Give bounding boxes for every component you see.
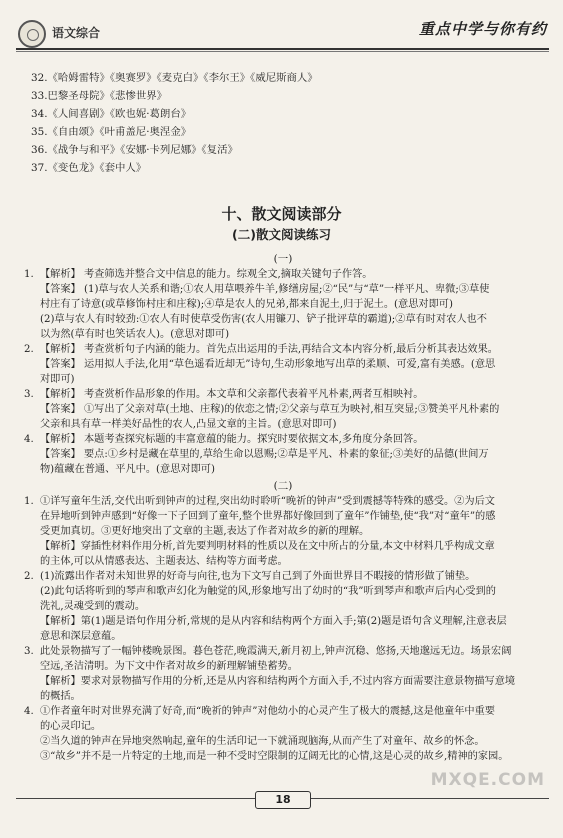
answer-line: (2)草与农人有时较劲:①农人有时使草受伤害(农人用镰刀、铲子批评草的霸道);②草有时对农人也不 (40, 314, 487, 325)
answer-item (24, 432, 542, 477)
answer-line: 【解析】 考查赏析作品形象的作用。本文草和父亲都代表着平凡朴素,两者互相映衬。 (40, 389, 424, 400)
answer-body (40, 432, 542, 477)
answer-item (24, 494, 542, 569)
question-number: 1. (24, 496, 34, 507)
reading-list-item: 37.《变色龙》《套中人》 (31, 162, 147, 174)
answer-line: 物)蕴藏在普通、平凡中。(意思对即可) (40, 464, 215, 475)
answer-line: 【解析】 考查赏析句子内涵的能力。首先点出运用的手法,再结合文本内容分析,最后分析其表达效果。 (40, 344, 498, 355)
answer-line: ①作者童年时对世界充满了好奇,而“晚祈的钟声”对他幼小的心灵产生了极大的震撼,这是他童年中重要 (40, 706, 495, 717)
answer-line: 意思和深层意蕴。 (40, 631, 122, 642)
reading-list-item: 32.《哈姆雷特》《奥赛罗》《麦克白》《李尔王》《威尼斯商人》 (31, 72, 318, 84)
answer-body (40, 342, 542, 387)
answer-line: (1)流露出作者对未知世界的好奇与向往,也为下文写自己到了外面世界目不暇接的情形做了铺垫。 (40, 571, 476, 582)
answer-line: 【解析】要求对景物描写作用的分析,还是从内容和结构两个方面入手,不过内容方面需要注意景物描写意境 (40, 676, 516, 687)
question-number: 2. (24, 571, 34, 582)
question-number: 1. (24, 269, 34, 280)
section-subtitle: (二)散文阅读练习 (232, 227, 331, 242)
answer-line: 的主体,可以从情感表达、主题表达、结构等方面考虑。 (40, 556, 288, 567)
subject-label: 语文综合 (52, 26, 101, 40)
reading-list-item: 34.《人间喜剧》《欧也妮·葛朗台》 (31, 108, 192, 120)
answer-body (40, 387, 542, 432)
header-divider-thin (16, 51, 549, 52)
reading-list-item: 35.《自由颂》《叶甫盖尼·奥涅金》 (31, 126, 192, 138)
question-number: 4. (24, 706, 34, 717)
answer-line: 洗礼,灵魂受到的震动。 (40, 601, 146, 612)
answer-line: 【答案】 运用拟人手法,化用“草色遥看近却无”诗句,生动形象地写出草的柔顺、可爱,富有美感。(意思 (40, 359, 496, 370)
answer-body (40, 704, 542, 764)
answer-line: 【解析】 本题考查探究标题的丰富意蕴的能力。探究时要依据文本,多角度分条回答。 (40, 434, 424, 445)
school-logo-icon (18, 20, 46, 48)
answer-item (24, 569, 542, 644)
question-number: 3. (24, 646, 34, 657)
answer-body (40, 569, 542, 644)
brand-slogan: 重点中学与你有约 (418, 20, 547, 38)
answer-line: 【解析】 考查筛选并整合文中信息的能力。综观全文,摘取关键句子作答。 (40, 269, 373, 280)
answer-body (40, 494, 542, 569)
answer-line: 以为然(草有时也笑话农人)。(意思对即可) (40, 329, 230, 340)
answer-line: 的概括。 (40, 691, 81, 702)
part-one (24, 267, 542, 477)
question-number: 3. (24, 389, 34, 400)
answer-line: 对即可) (40, 374, 75, 385)
answer-line: ③“故乡”并不是一片特定的土地,而是一种不受时空限制的辽阔无比的心情,这是心灵的故乡,精神的家园。 (40, 751, 509, 762)
answer-line: 父亲和具有草一样美好品性的农人,凸显文章的主旨。(意思对即可) (40, 419, 337, 430)
page-header (16, 18, 549, 58)
page-number: 18 (255, 791, 311, 809)
reading-list (31, 69, 531, 177)
answer-line: 村庄有了诗意(或草修饰村庄和庄稼);④草是农人的兄弟,都来自泥土,归于泥土。(意思对即可) (40, 299, 453, 310)
answer-item (24, 644, 542, 704)
part-two (24, 494, 542, 764)
answer-item (24, 342, 542, 387)
answer-line: 受更加真切。③更好地突出了文章的主题,表达了作者对故乡的新的理解。 (40, 526, 370, 537)
question-number: 2. (24, 344, 34, 355)
reading-list-item: 36.《战争与和平》《安娜·卡列尼娜》《复活》 (31, 144, 238, 156)
part-heading: (一) (273, 253, 293, 265)
answer-line: 此处景物描写了一幅钟楼晚景图。暮色苍茫,晚霞满天,新月初上,钟声沉稳、悠扬,天地邈远无边。场景宏阔 (40, 646, 512, 657)
reading-list-item: 33.巴黎圣母院》《悲惨世界》 (31, 90, 168, 102)
answer-line: 在异地听到钟声感到“好像一下子回到了童年,整个世界都好像回到了童年”作铺垫,使“我”对“童年”的感 (40, 511, 496, 522)
answer-item (24, 704, 542, 764)
answer-item (24, 267, 542, 342)
answer-content (24, 248, 542, 764)
header-divider (16, 48, 549, 50)
answer-body (40, 644, 542, 704)
answer-line: ①详写童年生活,交代出听到钟声的过程,突出幼时聆听“晚祈的钟声”受到震撼等特殊的感受。②为后文 (40, 496, 495, 507)
answer-line: 【答案】 ①写出了父亲对草(土地、庄稼)的依恋之情;②父亲与草互为映衬,相互突显;③赞美平凡朴素的 (40, 404, 500, 415)
answer-line: 【解析】穿插性材料作用分析,首先要判明材料的性质以及在文中所占的分量,本文中材料几乎构成文章 (40, 541, 495, 552)
watermark: MXQE.COM (430, 770, 545, 790)
answer-line: ②当久道的钟声在异地突然响起,童年的生活印记一下就涌现脑海,从而产生了对童年、故乡的怀念。 (40, 736, 485, 747)
answer-line: 【答案】 (1)草与农人关系和谐;①农人用草喂养牛羊,修缮房屋;②“民”与“草”一样平凡、卑微;③草使 (40, 284, 490, 295)
answer-line: 的心灵印记。 (40, 721, 102, 732)
answer-body (40, 267, 542, 342)
answer-line: 【解析】第(1)题是语句作用分析,常规的是从内容和结构两个方面入手;第(2)题是语句含义理解,注意表层 (40, 616, 507, 627)
section-title: 十、散文阅读部分 (221, 205, 342, 223)
question-number: 4. (24, 434, 34, 445)
part-heading: (二) (273, 480, 293, 492)
answer-line: (2)此句话将听到的琴声和歌声幻化为触觉的风,形象地写出了幼时的“我”听到琴声和歌声后内心受到的 (40, 586, 496, 597)
answer-item (24, 387, 542, 432)
answer-line: 空远,圣洁清明。为下文中作者对故乡的新理解铺垫蓄势。 (40, 661, 298, 672)
answer-line: 【答案】 要点:①乡村是藏在草里的,草给生命以恩赐;②草是平凡、朴素的象征;③美好的品德(世间万 (40, 449, 489, 460)
